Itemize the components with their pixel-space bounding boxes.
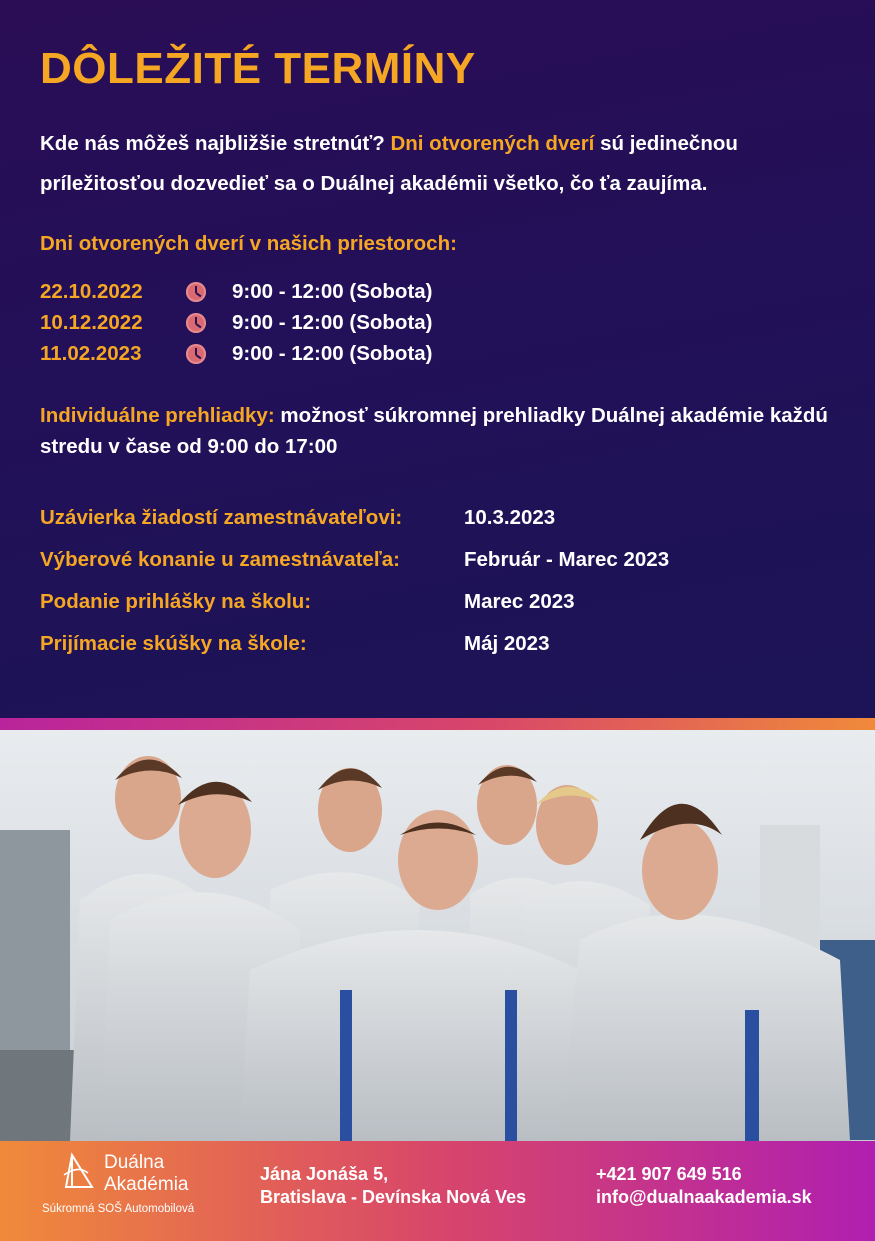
list-item <box>40 623 669 665</box>
footer <box>0 1141 875 1241</box>
individual-tours-label: Individuálne prehliadky: <box>40 404 275 427</box>
contact <box>596 1163 812 1209</box>
logo-line-1: Duálna <box>104 1152 165 1173</box>
logo-line-2: Akadémia <box>104 1174 189 1195</box>
logo-subtitle: Súkromná SOŠ Automobilová <box>42 1203 195 1215</box>
clock-icon <box>186 344 206 364</box>
individual-tours <box>40 400 855 462</box>
deadline-label: Uzávierka žiadostí zamestnávateľovi: <box>40 506 403 529</box>
group-photo-illustration <box>0 730 875 1141</box>
list-item <box>40 338 433 369</box>
deadline-label: Prijímacie skúšky na škole: <box>40 632 307 655</box>
individual-tours-text: možnosť súkromnej prehliadky Duálnej akadémie každú stredu v čase od 9:00 do 17:00 <box>40 404 828 458</box>
deadline-value: Marec 2023 <box>464 590 575 613</box>
email-link[interactable]: info@dualnaakademia.sk <box>596 1187 812 1207</box>
list-item <box>40 497 669 539</box>
phone-number[interactable]: +421 907 649 516 <box>596 1164 742 1184</box>
deadline-value: Február - Marec 2023 <box>464 548 670 571</box>
intro-highlight: Dni otvorených dverí <box>390 132 595 155</box>
logo-name <box>104 1152 189 1196</box>
list-item <box>40 581 669 623</box>
deadline-label: Výberové konanie u zamestnávateľa: <box>40 548 400 571</box>
list-item <box>40 539 669 581</box>
list-item <box>40 276 433 307</box>
gradient-divider <box>0 718 875 730</box>
open-day-time: 9:00 - 12:00 (Sobota) <box>232 310 433 334</box>
intro-paragraph <box>40 124 840 204</box>
deadline-value: Máj 2023 <box>464 632 550 655</box>
deadline-label: Podanie prihlášky na školu: <box>40 590 312 613</box>
clock-icon <box>186 282 206 302</box>
list-item <box>40 307 433 338</box>
address <box>260 1163 526 1209</box>
open-day-date: 11.02.2023 <box>40 341 142 365</box>
page-title: DÔLEŽITÉ TERMÍNY <box>40 44 476 93</box>
open-days-heading: Dni otvorených dverí v našich priestoroch: <box>40 232 457 255</box>
deadline-value: 10.3.2023 <box>464 506 556 529</box>
intro-text-2: sú jedinečnou príležitosťou dozvedieť sa o Duálnej akadémii všetko, čo ťa zaujíma. <box>40 132 738 195</box>
group-photo <box>0 730 875 1141</box>
logo-icon <box>60 1151 100 1191</box>
address-line-1: Jána Jonáša 5, <box>260 1164 389 1184</box>
open-day-time: 9:00 - 12:00 (Sobota) <box>232 341 433 365</box>
deadlines-list <box>40 497 669 665</box>
clock-icon <box>186 313 206 333</box>
open-day-time: 9:00 - 12:00 (Sobota) <box>232 279 433 303</box>
address-line-2: Bratislava - Devínska Nová Ves <box>260 1187 527 1207</box>
open-day-date: 22.10.2022 <box>40 279 143 303</box>
open-day-date: 10.12.2022 <box>40 310 143 334</box>
intro-text-1: Kde nás môžeš najbližšie stretnúť? <box>40 132 385 155</box>
open-days-list <box>40 276 433 369</box>
